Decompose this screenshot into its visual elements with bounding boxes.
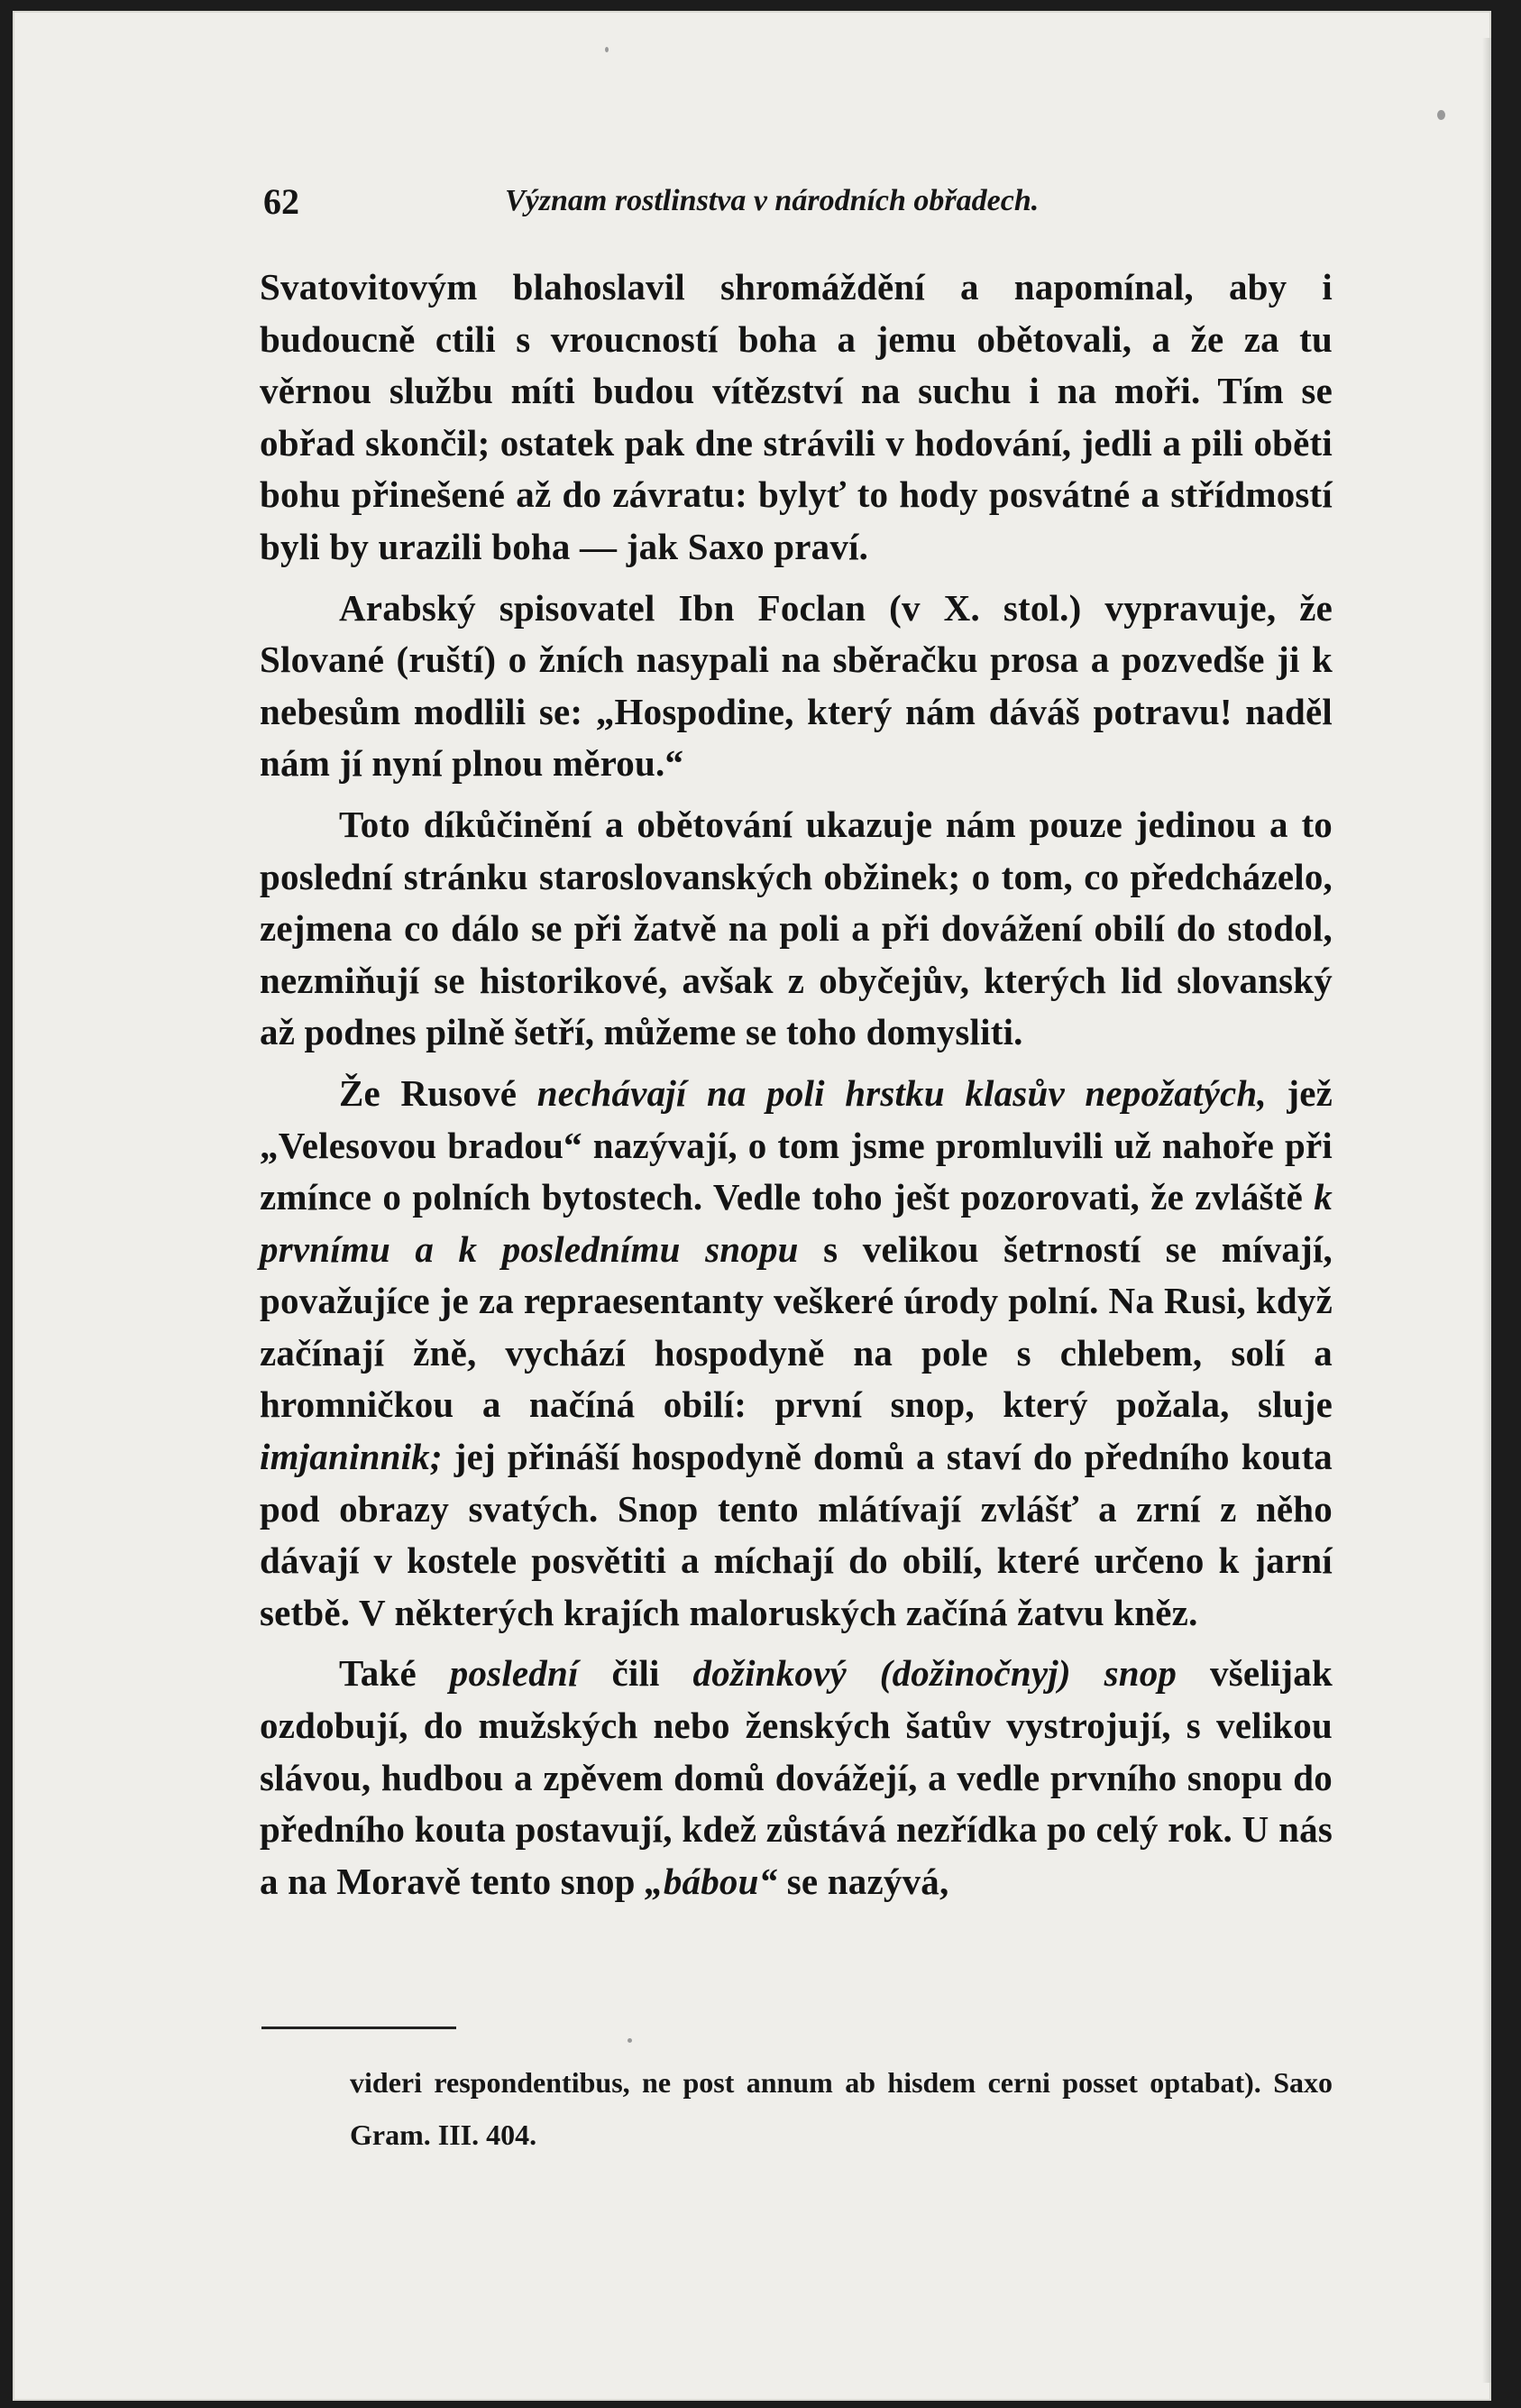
text-span: všelijak ozdobují, do mužských nebo ženských šatův vystrojují, s velikou slávou, hudbou a zpěvem domů dovážejí, a vedle prvního snopu do předního kouta postavují, kdež zůstává nezřídka po celý rok. U nás a na Moravě tento snop [260,1652,1333,1902]
text-span: Arabský spisovatel Ibn Foclan (v X. stol.) vypravuje, že Slované (ruští) o žních nasypali na sběračku prosa a pozvedše ji k nebesům modlili se: „Hospodine, který nám dáváš potravu! naděl nám jí nyní plnou měrou.“ [260,586,1333,785]
text-span: Svatovitovým blahoslavil shromáždění a napomínal, aby i budoucně ctili s vroucností boha a jemu obětovali, a že za tu věrnou službu míti budou vítězství na suchu i na moři. Tím se obřad skončil; ostatek pak dne strávili v hodování, jedli a pili oběti bohu přinešené až do závratu: bylyť to hody posvátné a střídmostí byli by urazili boha — jak Saxo praví. [260,266,1333,567]
italic-span: nechávají na poli hrstku klasův nepožatých, [536,1071,1267,1114]
italic-span: imjaninnik; [260,1436,443,1478]
text-span: Také [339,1652,450,1695]
text-span: čili [578,1652,693,1695]
text-span: s velikou šetrností se mívají, považujíce je za repraesentanty veškeré úrody polní. Na Rusi, když začínají žně, vychází hospodyně na pole s chlebem, solí a hromničkou a načíná obilí: první snop, který požala, sluje [260,1227,1333,1426]
paper-speck [605,47,609,52]
running-title: Význam rostlinstva v národních obřadech. [505,184,1040,217]
paragraph-3 [260,799,1333,1059]
text-span: Toto díkůčinění a obětování ukazuje nám pouze jedinou a to poslední stránku staroslovanských obžinek; o tom, co předcházelo, zejmena co dálo se při žatvě na poli a při dovážení obilí do stodol, nezmiňují se historikové, avšak z obyčejův, kterých lid slovanský až podnes pilně šetří, můžeme se toho domysliti. [260,803,1333,1053]
footnote-text: videri respondentibus, ne post annum ab hisdem cerni posset optabat). Saxo Gram. III. 404. [350,2066,1333,2151]
paragraph-1 [260,262,1333,574]
paper-speck [628,2038,632,2043]
paragraph-4 [260,1068,1333,1640]
page-header [252,180,1333,222]
main-text [260,262,1333,1907]
footnote [350,2056,1333,2161]
italic-span: dožinkový (dožinočnyj) snop [692,1652,1177,1695]
text-span: jej přináší hospodyně domů a staví do předního kouta pod obrazy svatých. Snop tento mlátívají zvlášť a zrní z něho dávají v kostele posvětiti a míchají do obilí, které určeno k jarní setbě. V některých krajích maloruských začíná žatvu kněz. [260,1436,1333,1633]
italic-span: „bábou“ [645,1860,778,1902]
footnote-divider [261,2027,456,2029]
paragraph-2 [260,583,1333,790]
text-span: jež „Velesovou bradou“ nazývají, o tom jsme promluvili už nahoře při zmínce o polních bytostech. Vedle toho ješt pozorovati, že zvláště [260,1071,1333,1218]
paragraph-5 [260,1648,1333,1907]
italic-span: poslední [449,1652,579,1695]
book-page [13,11,1491,2401]
text-span: se nazývá, [777,1860,949,1902]
text-span: Že Rusové [339,1071,537,1114]
page-number: 62 [263,181,299,222]
paper-speck [1437,110,1445,120]
italic-span: k prvnímu a k poslednímu snopu [260,1176,1333,1270]
